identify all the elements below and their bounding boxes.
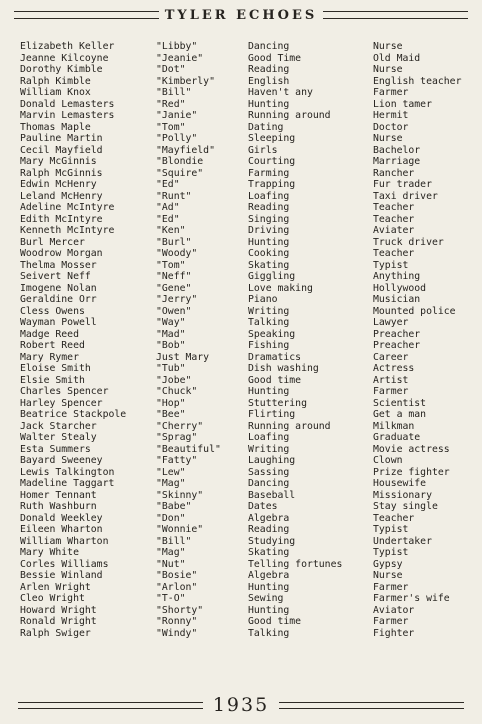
student-nickname: "Ed" [156,179,180,190]
roster-row [20,41,482,53]
student-name: Bayard Sweeney [20,455,103,466]
roster-row [20,490,482,502]
student-name: Marvin Lemasters [20,110,115,121]
student-nickname: "Babe" [156,501,192,512]
student-name: Jack Starcher [20,420,97,432]
student-hobby: Farming [248,167,290,179]
student-nickname: "Ronny" [156,616,198,627]
roster-row [20,363,482,375]
roster-row [20,536,482,548]
student-hobby: Courting [248,156,296,167]
student-ambition: Farmer [373,87,409,98]
student-name: Mary McGinnis [20,156,97,167]
student-name: Elizabeth Keller [20,41,115,52]
student-nickname: "Mag" [156,478,186,489]
student-name: Ruth Washburn [20,501,97,512]
student-hobby: Reading [248,202,290,213]
student-name: Eileen Wharton [20,524,103,535]
roster-row [20,570,482,582]
student-hobby: Reading [248,64,290,75]
student-name: Kenneth McIntyre [20,225,115,236]
student-hobby: Loafing [248,432,290,443]
student-name: Seivert Neff [20,271,91,282]
student-name: William Knox [20,87,91,98]
roster-row [20,329,482,341]
student-ambition: Prize fighter [373,466,450,478]
student-hobby: Flirting [248,409,296,420]
student-nickname: "Bob" [156,340,186,351]
student-nickname: "Burl" [156,236,192,248]
roster-row [20,616,482,628]
page-header [8,4,474,26]
student-hobby: Driving [248,225,290,236]
roster-row [20,628,482,640]
student-hobby: Trapping [248,179,296,190]
student-name: Burl Mercer [20,236,85,248]
student-hobby: Dancing [248,41,290,52]
student-hobby: Loafing [248,190,290,202]
student-hobby: Good time [248,616,302,627]
student-ambition: Teacher [373,202,415,213]
student-ambition: Doctor [373,121,409,133]
student-hobby: Studying [248,535,296,547]
student-hobby: Writing [248,305,290,317]
student-name: Charles Spencer [20,386,109,397]
student-hobby: Stuttering [248,397,307,409]
student-name: Ronald Wright [20,616,97,627]
student-ambition: Old Maid [373,52,421,64]
student-ambition: Scientist [373,397,427,409]
student-ambition: Missionary [373,489,432,501]
roster-row [20,398,482,410]
roster-row [20,145,482,157]
student-ambition: Teacher [373,213,415,225]
student-ambition: Fighter [373,627,415,639]
student-nickname: "Beautiful" [156,443,221,455]
student-name: Lewis Talkington [20,466,115,478]
student-hobby: Dish washing [248,363,319,374]
roster-row [20,202,482,214]
student-hobby: Laughing [248,455,296,466]
student-nickname: "Neff" [156,271,192,282]
roster-row [20,225,482,237]
student-hobby: Dramatics [248,351,302,363]
student-nickname: "Ken" [156,225,186,236]
student-ambition: Hollywood [373,282,427,294]
student-nickname: "Chuck" [156,386,198,397]
student-name: Beatrice Stackpole [20,409,127,420]
student-ambition: Farmer [373,386,409,397]
roster-row [20,444,482,456]
student-hobby: Girls [248,144,278,156]
student-name: Elsie Smith [20,374,85,386]
student-ambition: Nurse [373,570,403,581]
student-name: Cecil Mayfield [20,144,103,156]
roster-row [20,179,482,191]
student-ambition: Nurse [373,133,403,144]
student-hobby: Running around [248,420,331,432]
student-ambition: Taxi driver [373,190,438,202]
student-hobby: Hunting [248,98,290,110]
student-nickname: "Owen" [156,305,192,317]
student-hobby: Hunting [248,581,290,593]
student-ambition: Actress [373,363,415,374]
student-name: Harley Spencer [20,397,103,409]
roster-row [20,340,482,352]
student-hobby: Haven't any [248,87,313,98]
student-hobby: Fishing [248,340,290,351]
student-nickname: "Jobe" [156,374,192,386]
student-ambition: Rancher [373,167,415,179]
student-hobby: Singing [248,213,290,225]
header-rule-left [14,11,159,19]
student-ambition: Teacher [373,512,415,524]
student-nickname: "Hop" [156,397,186,409]
student-nickname: "Mag" [156,547,186,558]
student-ambition: Career [373,351,409,363]
roster-row [20,467,482,479]
student-hobby: Good time [248,374,302,386]
student-name: Ralph Kimble [20,75,91,87]
student-name: Ralph McGinnis [20,167,103,179]
student-ambition: Typist [373,524,409,535]
student-name: Dorothy Kimble [20,64,103,75]
student-ambition: Stay single [373,501,438,512]
roster-row [20,294,482,306]
roster-row [20,513,482,525]
student-ambition: Nurse [373,41,403,52]
student-nickname: "Ed" [156,213,180,225]
student-nickname: "Wonnie" [156,524,204,535]
student-nickname: "Arlon" [156,581,198,593]
student-name: Mary Rymer [20,351,79,363]
student-ambition: Bachelor [373,144,421,156]
student-hobby: Hunting [248,236,290,248]
student-hobby: Hunting [248,386,290,397]
roster-row [20,53,482,65]
student-ambition: Typist [373,259,409,271]
student-name: Donald Weekley [20,512,103,524]
roster-row [20,64,482,76]
student-nickname: "Bill" [156,535,192,547]
student-name: Cless Owens [20,305,85,317]
page-footer [8,692,474,718]
student-nickname: "Bee" [156,409,186,420]
student-nickname: "T-O" [156,593,186,604]
roster-row [20,432,482,444]
roster-row [20,352,482,364]
student-name: Madeline Taggart [20,478,115,489]
student-hobby: Talking [248,627,290,639]
student-ambition: Fur trader [373,179,432,190]
student-name: Geraldine Orr [20,294,97,305]
student-nickname: "Kimberly" [156,75,215,87]
student-hobby: Sewing [248,593,284,604]
student-nickname: "Mad" [156,328,186,340]
student-name: Ralph Swiger [20,627,91,639]
roster-row [20,237,482,249]
student-ambition: Clown [373,455,403,466]
roster-row [20,524,482,536]
roster-row [20,110,482,122]
student-ambition: Preacher [373,328,421,340]
student-name: Arlen Wright [20,581,91,593]
student-ambition: Farmer [373,581,409,593]
student-hobby: Dates [248,501,278,512]
student-ambition: Undertaker [373,535,432,547]
student-name: Homer Tennant [20,489,97,501]
footer-rule-left [18,702,203,709]
roster-row [20,260,482,272]
student-ambition: Farmer [373,616,409,627]
student-ambition: Anything [373,271,421,282]
roster-row [20,133,482,145]
student-nickname: "Nut" [156,558,186,570]
roster-row [20,99,482,111]
student-hobby: Reading [248,524,290,535]
student-name: Robert Reed [20,340,85,351]
roster-row [20,271,482,283]
student-nickname: "Jerry" [156,294,198,305]
student-nickname: "Dot" [156,64,186,75]
student-hobby: Cooking [248,248,290,259]
student-ambition: Nurse [373,64,403,75]
roster-row [20,421,482,433]
student-ambition: Get a man [373,409,427,420]
student-name: Jeanne Kilcoyne [20,52,109,64]
student-nickname: "Fatty" [156,455,198,466]
student-ambition: Milkman [373,420,415,432]
student-name: Bessie Winland [20,570,103,581]
roster-row [20,168,482,180]
student-nickname: Just Mary [156,351,210,363]
student-nickname: "Lew" [156,466,186,478]
student-ambition: Artist [373,374,409,386]
student-ambition: Hermit [373,110,409,121]
student-hobby: English [248,75,290,87]
student-ambition: Farmer's wife [373,593,450,604]
student-nickname: "Libby" [156,41,198,52]
student-ambition: Lawyer [373,317,409,328]
student-hobby: Algebra [248,512,290,524]
roster-row [20,386,482,398]
student-nickname: "Sprag" [156,432,198,443]
student-nickname: "Tom" [156,259,186,271]
student-hobby: Algebra [248,570,290,581]
student-name: Pauline Martin [20,133,103,144]
student-nickname: "Woody" [156,248,198,259]
student-name: Mary White [20,547,79,558]
student-hobby: Skating [248,547,290,558]
student-name: Edwin McHenry [20,179,97,190]
student-name: Madge Reed [20,328,79,340]
student-ambition: Aviater [373,225,415,236]
student-name: Woodrow Morgan [20,248,103,259]
roster-row [20,248,482,260]
student-hobby: Good Time [248,52,302,64]
roster-row [20,76,482,88]
student-hobby: Baseball [248,489,296,501]
student-name: William Wharton [20,535,109,547]
student-nickname: "Windy" [156,627,198,639]
student-nickname: "Cherry" [156,420,204,432]
student-nickname: "Ad" [156,202,180,213]
roster-row [20,317,482,329]
roster-row [20,582,482,594]
student-hobby: Giggling [248,271,296,282]
student-ambition: Movie actress [373,443,450,455]
student-nickname: "Mayfield" [156,144,215,156]
roster-row [20,547,482,559]
student-nickname: "Tom" [156,121,186,133]
roster-row [20,214,482,226]
student-hobby: Running around [248,110,331,121]
roster-row [20,191,482,203]
student-name: Thelma Mosser [20,259,97,271]
roster-row [20,306,482,318]
student-nickname: "Don" [156,512,186,524]
roster-row [20,605,482,617]
student-hobby: Talking [248,317,290,328]
student-ambition: Musician [373,294,421,305]
student-nickname: "Way" [156,317,186,328]
student-name: Howard Wright [20,604,97,616]
student-ambition: Graduate [373,432,421,443]
student-name: Thomas Maple [20,121,91,133]
student-nickname: "Runt" [156,190,192,202]
student-hobby: Telling fortunes [248,558,343,570]
roster-row [20,593,482,605]
roster-row [20,156,482,168]
student-hobby: Dancing [248,478,290,489]
roster-row [20,478,482,490]
student-name: Adeline McIntyre [20,202,115,213]
student-name: Esta Summers [20,443,91,455]
student-nickname: "Polly" [156,133,198,144]
roster-row [20,455,482,467]
roster-row [20,559,482,571]
student-ambition: Housewife [373,478,427,489]
student-hobby: Hunting [248,604,290,616]
roster-row [20,122,482,134]
student-ambition: Marriage [373,156,421,167]
student-nickname: "Red" [156,98,186,110]
student-ambition: Gypsy [373,558,403,570]
student-name: Leland McHenry [20,190,103,202]
student-ambition: Typist [373,547,409,558]
student-name: Edith McIntyre [20,213,103,225]
student-hobby: Skating [248,259,290,271]
student-ambition: Aviator [373,604,415,616]
student-ambition: Lion tamer [373,98,432,110]
student-nickname: "Bill" [156,87,192,98]
roster-row [20,87,482,99]
student-ambition: Preacher [373,340,421,351]
student-hobby: Speaking [248,328,296,340]
student-hobby: Love making [248,282,313,294]
student-hobby: Sassing [248,466,290,478]
student-roster [20,41,482,639]
student-hobby: Writing [248,443,290,455]
student-nickname: "Shorty" [156,604,204,616]
footer-rule-right [279,702,464,709]
student-nickname: "Gene" [156,282,192,294]
student-nickname: "Tub" [156,363,186,374]
student-nickname: "Bosie" [156,570,198,581]
student-nickname: "Jeanie" [156,52,204,64]
student-nickname: "Janie" [156,110,198,121]
student-hobby: Piano [248,294,278,305]
roster-row [20,283,482,295]
roster-row [20,501,482,513]
page-title: TYLER ECHOES [164,7,318,23]
roster-row [20,375,482,387]
student-ambition: English teacher [373,75,462,87]
student-name: Eloise Smith [20,363,91,374]
student-nickname: "Skinny" [156,489,204,501]
student-nickname: "Blondie [156,156,204,167]
student-name: Donald Lemasters [20,98,115,110]
student-name: Corles Williams [20,558,109,570]
header-rule-right [323,11,468,19]
student-nickname: "Squire" [156,167,204,179]
roster-row [20,409,482,421]
student-ambition: Mounted police [373,305,456,317]
student-name: Walter Stealy [20,432,97,443]
student-ambition: Truck driver [373,236,444,248]
student-hobby: Sleeping [248,133,296,144]
student-hobby: Dating [248,121,284,133]
footer-year: 1935 [212,694,270,716]
student-name: Cleo Wright [20,593,85,604]
student-name: Wayman Powell [20,317,97,328]
student-name: Imogene Nolan [20,282,97,294]
student-ambition: Teacher [373,248,415,259]
